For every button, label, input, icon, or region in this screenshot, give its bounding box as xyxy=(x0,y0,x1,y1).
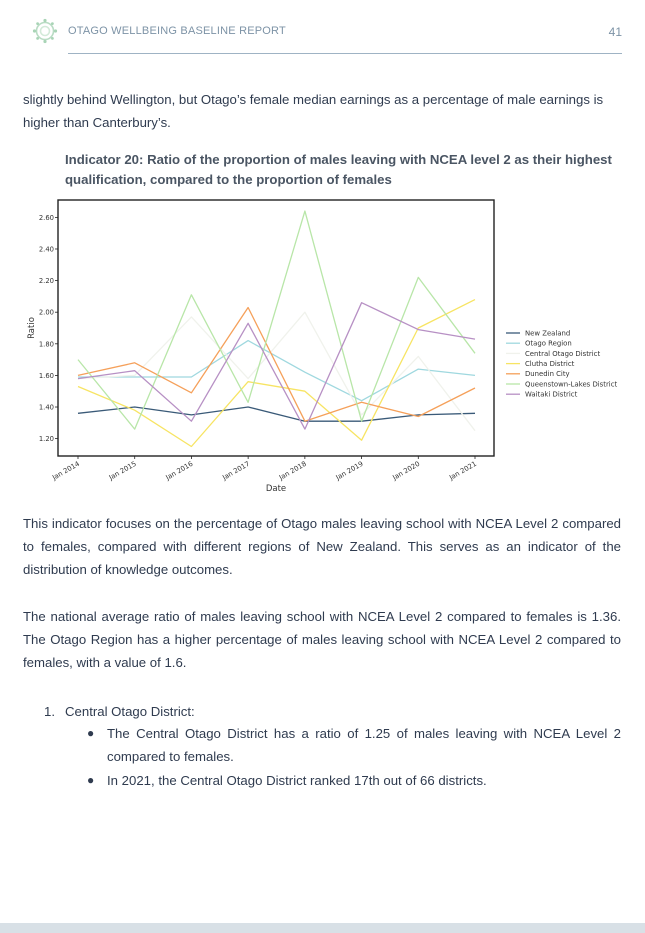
x-tick-label: Jan 2017 xyxy=(221,459,252,482)
legend-label: Dunedin City xyxy=(525,370,570,379)
intro-paragraph: slightly behind Wellington, but Otago’s female median earnings as a percentage of male earnings is higher than Canterbury’s. xyxy=(23,92,604,130)
body-paragraph-2: The national average ratio of males leaving school with NCEA Level 2 compared to females is 1.36. The Otago Region has a higher percentage of males leaving school with NCEA Level 2 compared to females, with a value of 1.6. xyxy=(23,609,621,670)
y-tick-label: 2.40 xyxy=(38,245,54,254)
legend-label: Otago Region xyxy=(525,339,572,348)
list-label: Central Otago District: xyxy=(65,704,195,719)
line-chart xyxy=(22,192,632,497)
legend-label: Waitaki District xyxy=(525,390,578,399)
x-axis-label: Date xyxy=(265,484,287,494)
plot-frame xyxy=(58,200,494,456)
y-tick-label: 1.20 xyxy=(38,435,54,444)
report-title: OTAGO WELLBEING BASELINE REPORT xyxy=(68,25,286,37)
bullet-icon: ● xyxy=(87,773,95,787)
page-header xyxy=(0,0,645,60)
legend-label: New Zealand xyxy=(525,329,571,338)
bullet-icon: ● xyxy=(87,726,95,740)
wellbeing-logo-icon xyxy=(32,18,58,44)
y-tick-label: 1.60 xyxy=(38,371,54,380)
y-tick-label: 2.60 xyxy=(38,213,54,222)
legend-label: Clutha District xyxy=(525,360,575,368)
body-paragraph-1: This indicator focuses on the percentage of Otago males leaving school with NCEA Level 2 compared to females, compared with different regions of New Zealand. This serves as an indicator of the distribution of knowledge outcomes. xyxy=(23,516,621,577)
x-tick-label: Jan 2015 xyxy=(107,459,138,482)
x-tick-label: Jan 2014 xyxy=(51,459,81,482)
legend-label: Central Otago District xyxy=(525,349,601,358)
x-tick-label: Jan 2019 xyxy=(334,459,365,482)
y-tick-label: 1.80 xyxy=(38,340,54,349)
x-tick-label: Jan 2020 xyxy=(391,459,422,482)
x-tick-label: Jan 2018 xyxy=(277,459,308,482)
x-tick-label: Jan 2021 xyxy=(448,459,478,482)
y-tick-label: 1.40 xyxy=(38,403,54,412)
x-tick-label: Jan 2016 xyxy=(164,459,195,482)
y-tick-label: 2.20 xyxy=(38,277,54,286)
legend-label: Queenstown-Lakes District xyxy=(525,380,618,389)
bullet-text-1: The Central Otago District has a ratio of 1.25 of males leaving with NCEA Level 2 compared to females. xyxy=(107,726,621,764)
figure-title: Indicator 20: Ratio of the proportion of males leaving with NCEA level 2 as their highest qualification, compared to the proportion of females xyxy=(65,152,612,187)
footer-bar xyxy=(0,923,645,933)
page-number: 41 xyxy=(608,25,622,39)
y-tick-label: 2.00 xyxy=(38,308,54,317)
list-number: 1. xyxy=(44,704,55,719)
header-divider xyxy=(68,53,622,54)
y-axis-label: Ratio xyxy=(27,317,37,339)
bullet-text-2: In 2021, the Central Otago District ranked 17th out of 66 districts. xyxy=(107,773,487,788)
